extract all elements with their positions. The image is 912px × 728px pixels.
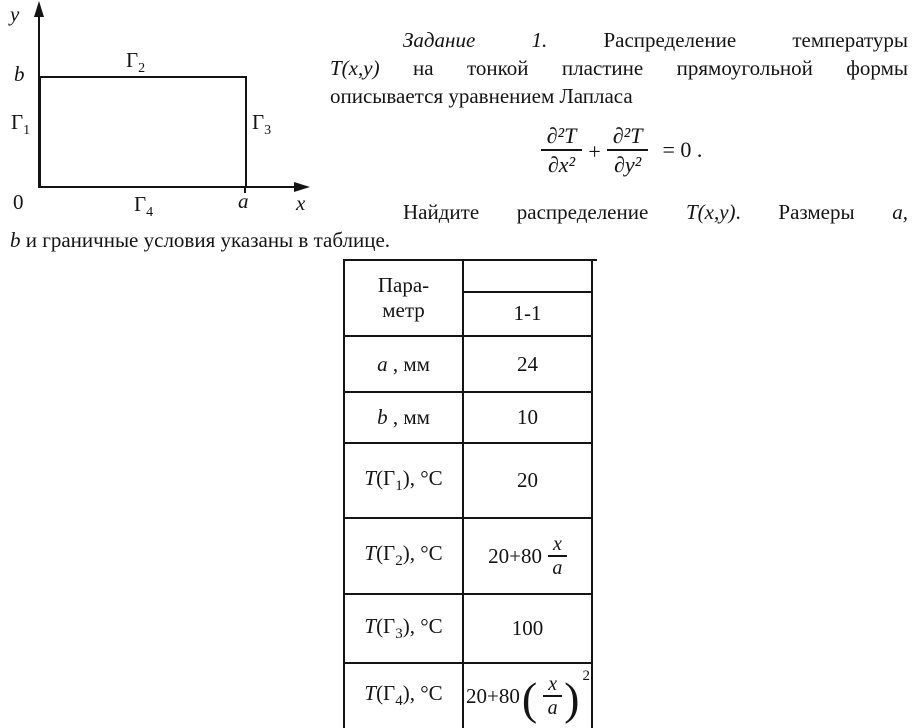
b-label: b [14,62,25,86]
param-name-T-gamma4: $T(\Gamma_4)$, °C [344,663,463,728]
value-T-gamma3: 100 [463,594,592,663]
task-text-line-2: b и граничные условия указаны в таблице. [10,228,391,252]
statement-line-1: Задание 1. Распределение температуры [403,28,909,52]
x-over-a-fraction: $\frac{x}{a}$ [543,674,562,719]
variant-span-cell [463,260,592,292]
gamma2-label: $\Gamma_2$ [126,48,146,77]
problem-statement [330,26,908,110]
table-row-b [344,392,592,443]
gamma3-label: $\Gamma_3$ [252,110,272,139]
parameters-table [343,259,593,728]
variant-cell: 1-1 [463,292,592,336]
statement-line-3: описывается уравнением Лапласа [330,84,633,108]
plate-rectangle [40,77,246,187]
equals-zero: = 0 . [662,137,703,162]
value-T-gamma4: 20+80 ( $\frac{x}{a}$ ) 2 [463,663,592,728]
y-axis-label: y [10,2,20,26]
param-name-a: a , мм [344,336,463,392]
plate-boundary-diagram [0,0,322,232]
value-T-gamma2: 20+80 $\frac{x}{a}$ [463,518,592,594]
task-title: Задание 1. [403,28,548,52]
laplace-equation [330,116,908,184]
table-top-border-overhang [591,259,597,261]
gamma1-label: $\Gamma_1$ [11,110,31,139]
origin-label: 0 [13,190,24,214]
a-label: a [238,189,249,213]
param-name-T-gamma2: $T(\Gamma_2)$, °C [344,518,463,594]
T-xy-symbol: T(x,y) [330,56,380,80]
x-axis-label: x [296,191,306,215]
table-row-gamma3 [344,594,592,663]
param-header-cell: Пара- метр [344,260,463,336]
diagram-axes-graphic [0,0,322,232]
table-row-a [344,336,592,392]
table-row-gamma1 [344,443,592,518]
table-header-row-top [344,260,592,292]
param-name-b: b , мм [344,392,463,443]
fraction-d2T-dy2: $\frac{\text{∂²T}}{\text{∂y²}}$ [607,124,649,176]
task-text-line-1: Найдите распределение T(x,y). Размеры a, [403,200,908,224]
table-row-gamma4 [344,663,592,728]
value-T-gamma1: 20 [463,443,592,518]
value-a: 24 [463,336,592,392]
param-name-T-gamma1: $T(\Gamma_1)$, °C [344,443,463,518]
statement-line-2: T(x,y) на тонкой пластине прямоугольной формы [330,56,908,80]
value-b: 10 [463,392,592,443]
squared-exponent: 2 [582,667,590,684]
plus-operator: + [588,139,601,164]
x-over-a-fraction: $\frac{x}{a}$ [548,534,567,579]
table-row-gamma2 [344,518,592,594]
gamma4-label: $\Gamma_4$ [134,192,154,221]
fraction-d2T-dx2: $\frac{\text{∂²T}}{\text{∂x²}}$ [541,124,583,176]
param-name-T-gamma3: $T(\Gamma_3)$, °C [344,594,463,663]
y-axis-arrow-icon [34,1,44,17]
